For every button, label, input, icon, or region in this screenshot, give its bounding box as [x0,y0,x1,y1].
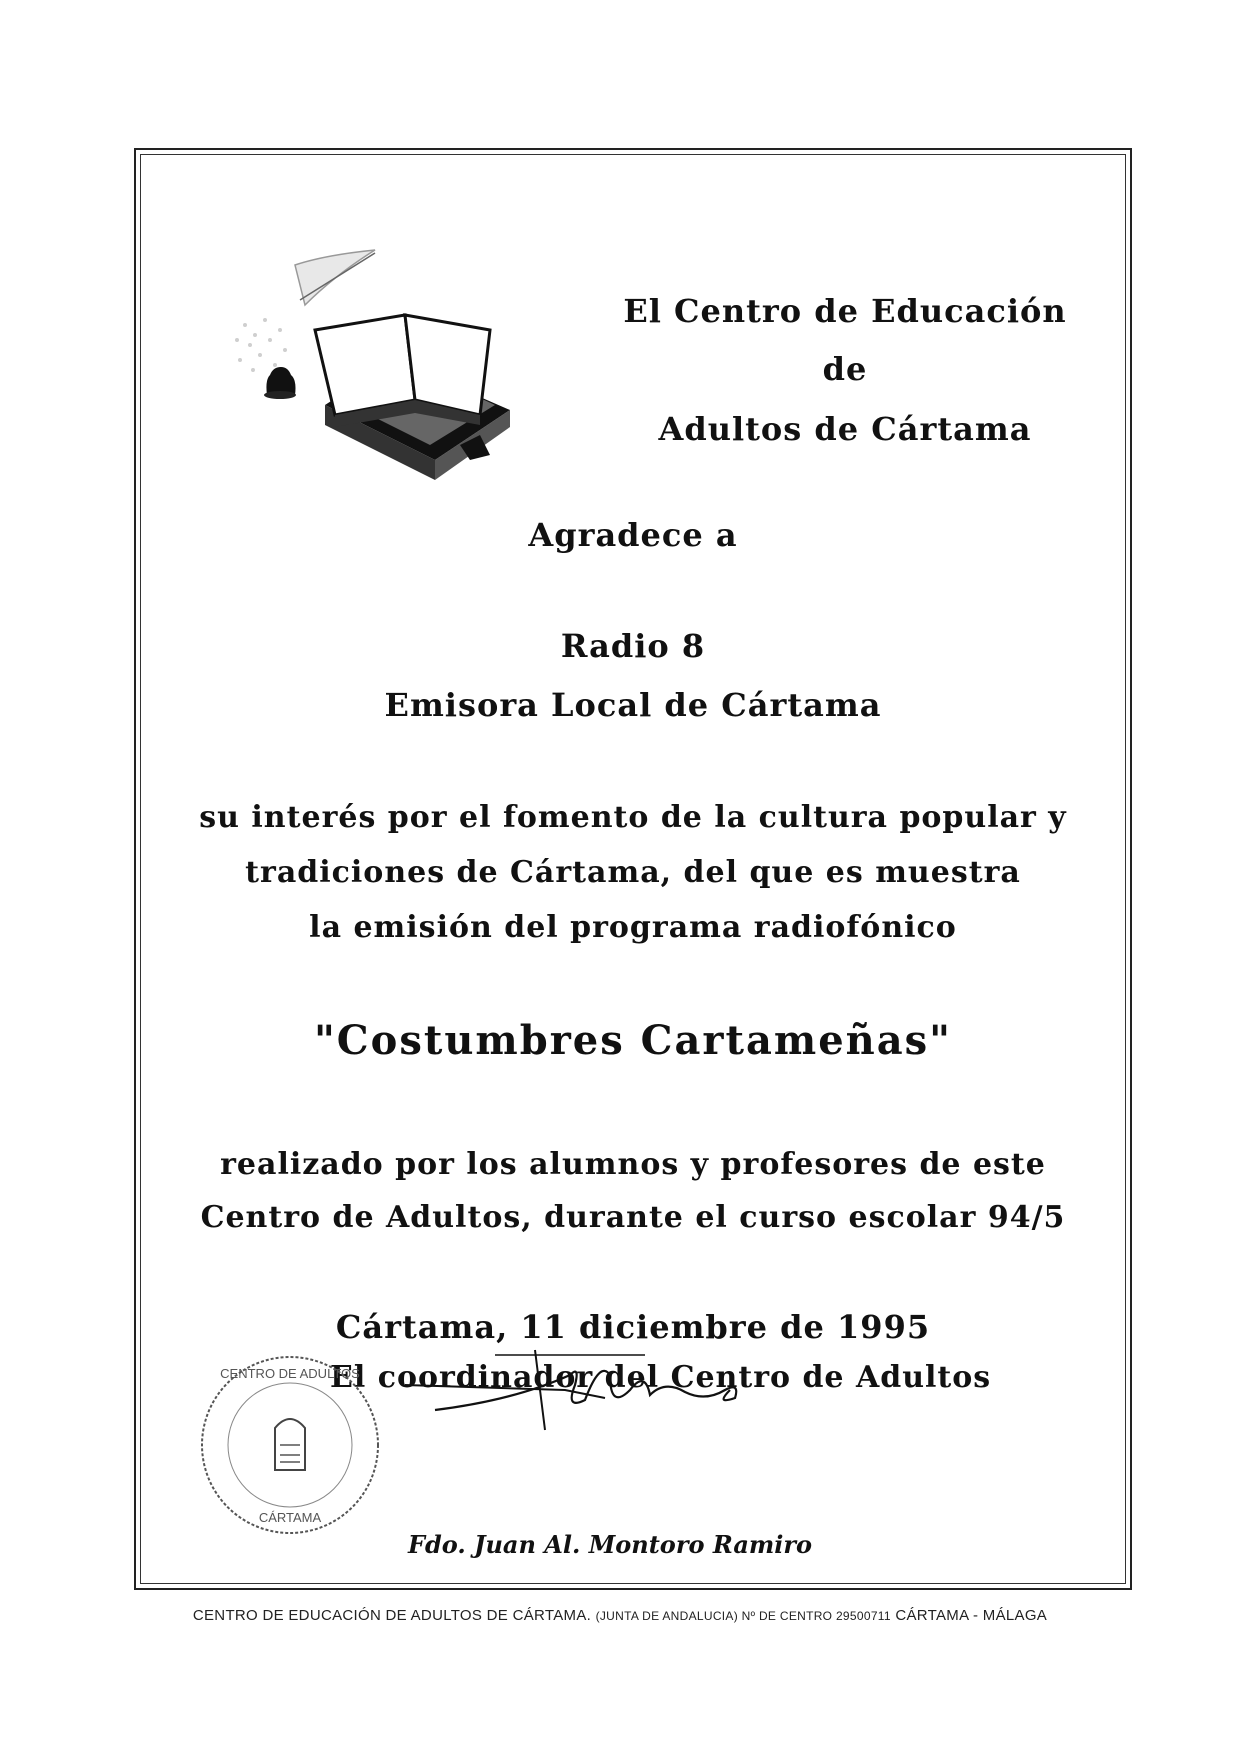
footer-part-2: (JUNTA DE ANDALUCIA) Nº DE CENTRO 29500711 [595,1609,891,1623]
signature [395,1330,815,1440]
realizado-line-2: Centro de Adultos, durante el curso escolar 94/5 [200,1200,1066,1235]
agradece-text: Agradece a [528,516,738,554]
footer-part-3: CÁRTAMA - MÁLAGA [895,1607,1048,1624]
stamp-bottom-text: CÁRTAMA [258,1510,322,1525]
header-title-line-1: El Centro de Educación [623,292,1067,330]
date-line: Cártama, 11 diciembre de 1995 [335,1308,931,1346]
signed-name: Fdo. Juan Al. Montoro Ramiro [407,1530,813,1559]
footer [0,1607,1240,1624]
body-line-3: la emisión del programa radiofónico [309,910,957,945]
book-illustration [225,245,545,485]
official-stamp [195,1350,385,1540]
program-title: "Costumbres Cartameñas" [313,1017,953,1064]
header-title-line-3: Adultos de Cártama [658,410,1032,448]
recipient-subtitle: Emisora Local de Cártama [384,686,882,724]
coordinator-line: El coordinador del Centro de Adultos [330,1360,992,1395]
header-title-line-2: de [822,350,868,388]
body-line-2: tradiciones de Cártama, del que es muestra [245,855,1021,890]
recipient-name: Radio 8 [560,627,706,665]
body-line-1: su interés por el fomento de la cultura popular y [199,800,1067,835]
realizado-line-1: realizado por los alumnos y profesores de este [220,1147,1046,1182]
stamp-top-text: CENTRO DE ADULTOS [220,1366,360,1381]
footer-part-1: CENTRO DE EDUCACIÓN DE ADULTOS DE CÁRTAMA. [192,1607,592,1624]
